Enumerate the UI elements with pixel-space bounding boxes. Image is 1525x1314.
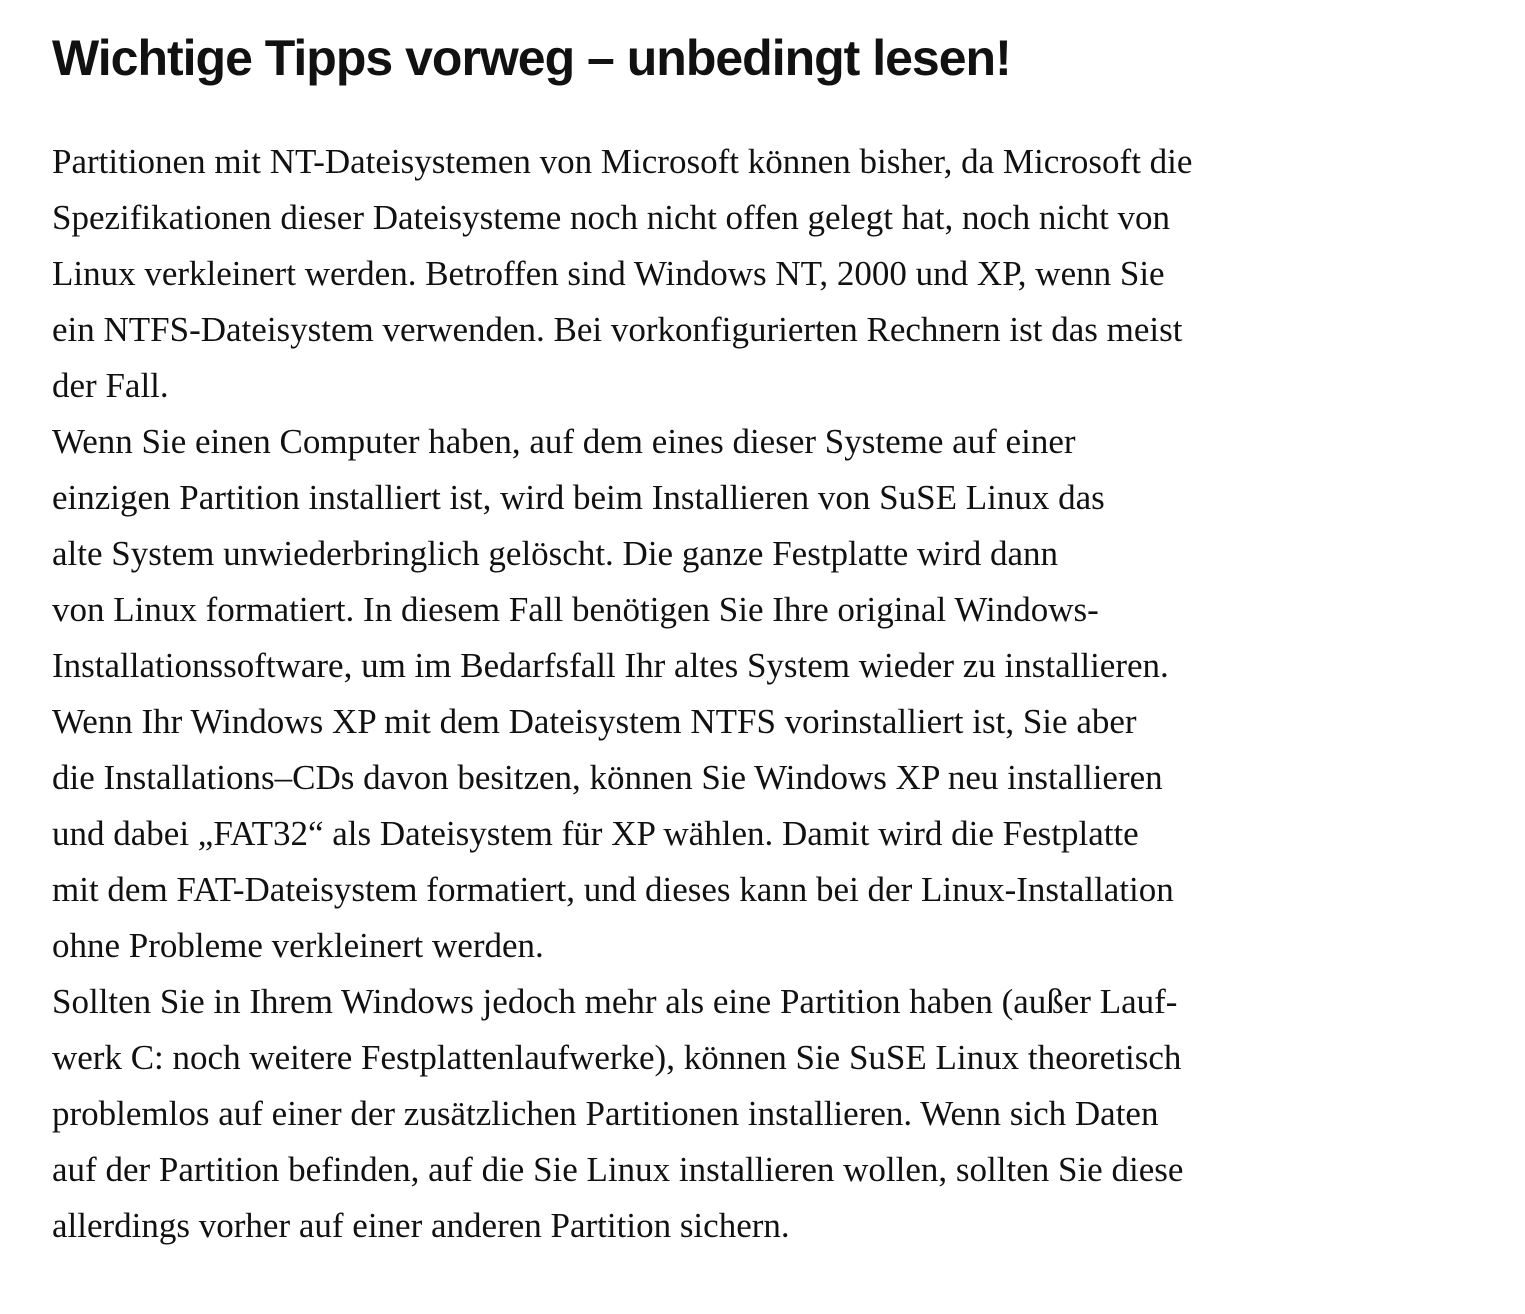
text-line: problemlos auf einer der zusätzlichen Partitionen installieren. Wenn sich Daten (52, 1094, 1159, 1133)
text-line: und dabei „FAT32“ als Dateisystem für XP wählen. Damit wird die Festplatte (52, 814, 1139, 853)
text-line: ein NTFS-Dateisystem verwenden. Bei vorkonfigurierten Rechnern ist das meist (52, 310, 1183, 349)
text-line: der Fall. (52, 366, 169, 405)
text-line: werk C: noch weitere Festplattenlaufwerke), können Sie SuSE Linux theoretisch (52, 1038, 1182, 1077)
text-line: Wenn Sie einen Computer haben, auf dem eines dieser Systeme auf einer (52, 422, 1076, 461)
text-line: einzigen Partition installiert ist, wird beim Installieren von SuSE Linux das (52, 478, 1105, 517)
text-line: die Installations–CDs davon besitzen, können Sie Windows XP neu installieren (52, 758, 1163, 797)
text-line: Installationssoftware, um im Bedarfsfall Ihr altes System wieder zu installieren. (52, 646, 1169, 685)
page-title: Wichtige Tipps vorweg – unbedingt lesen! (52, 30, 1011, 86)
text-line: Sollten Sie in Ihrem Windows jedoch mehr als eine Partition haben (außer Lauf- (52, 982, 1178, 1021)
text-line: mit dem FAT-Dateisystem formatiert, und dieses kann bei der Linux-Installation (52, 870, 1174, 909)
text-line: Wenn Ihr Windows XP mit dem Dateisystem NTFS vorinstalliert ist, Sie aber (52, 702, 1137, 741)
text-line: alte System unwiederbringlich gelöscht. Die ganze Festplatte wird dann (52, 534, 1058, 573)
text-line: allerdings vorher auf einer anderen Partition sichern. (52, 1206, 790, 1245)
text-line: ohne Probleme verkleinert werden. (52, 926, 544, 965)
text-line: auf der Partition befinden, auf die Sie Linux installieren wollen, sollten Sie diese (52, 1150, 1184, 1189)
text-line: Spezifikationen dieser Dateisysteme noch nicht offen gelegt hat, noch nicht von (52, 198, 1171, 237)
text-line: Partitionen mit NT-Dateisystemen von Microsoft können bisher, da Microsoft die (52, 142, 1193, 181)
body-text (52, 134, 1492, 1254)
text-line: Linux verkleinert werden. Betroffen sind Windows NT, 2000 und XP, wenn Sie (52, 254, 1165, 293)
text-line: von Linux formatiert. In diesem Fall benötigen Sie Ihre original Windows- (52, 590, 1099, 629)
document-page (52, 24, 1492, 1254)
